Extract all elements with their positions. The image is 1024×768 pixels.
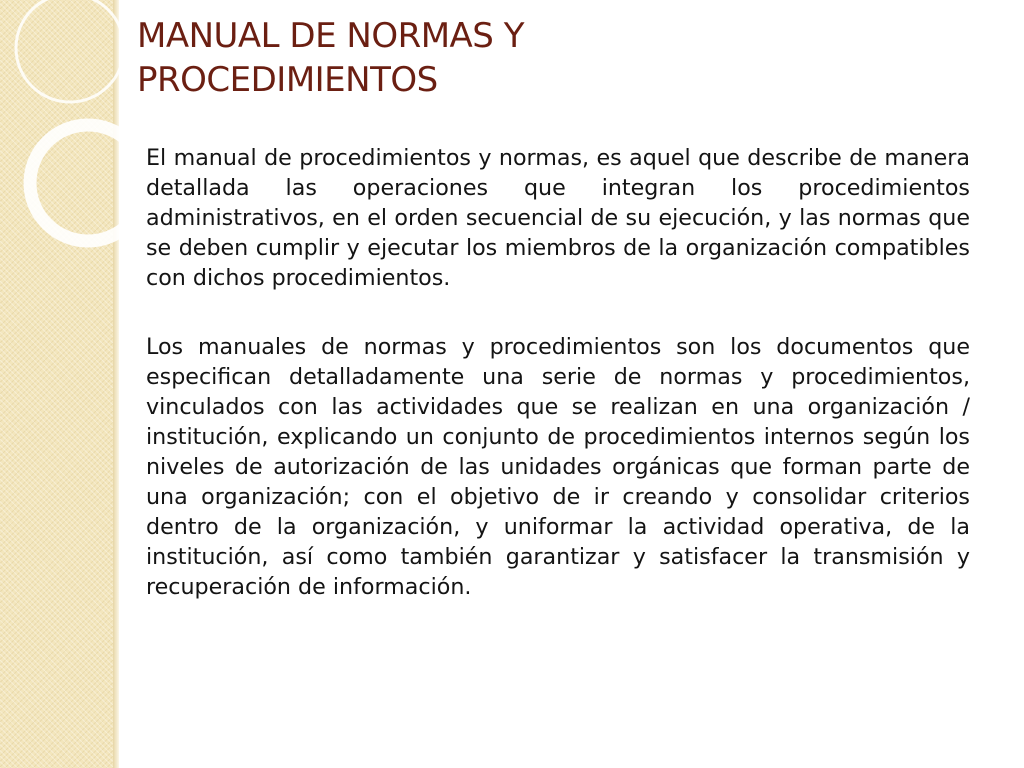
- decorative-rings: [0, 0, 160, 260]
- slide-title-line-2: PROCEDIMIENTOS: [137, 60, 438, 100]
- paragraph-2: Los manuales de normas y procedimientos son los documentos que especifican detalladamente una serie de normas y procedimientos, vinculados con las actividades que se realizan en una organización / institución, explicando un conjunto de procedimientos internos según los niveles de autorización de las unidades orgánicas que forman parte de una organización; con el objetivo de ir creando y consolidar criterios dentro de la organización, y uniformar la actividad operativa, de la institución, así como también garantizar y satisfacer la transmisión y recuperación de información.: [146, 334, 970, 600]
- decorative-ring-medium: [30, 125, 146, 241]
- slide-body: [146, 143, 970, 602]
- slide-title-line-1: MANUAL DE NORMAS Y: [137, 16, 524, 56]
- decorative-ring-large: [16, 0, 124, 102]
- slide-title: [137, 14, 697, 102]
- paragraph-1: El manual de procedimientos y normas, es aquel que describe de manera detallada las operaciones que integran los procedimientos administrativos, en el orden secuencial de su ejecución, y las normas que se deben cumplir y ejecutar los miembros de la organización compatibles con dichos procedimientos.: [146, 145, 970, 291]
